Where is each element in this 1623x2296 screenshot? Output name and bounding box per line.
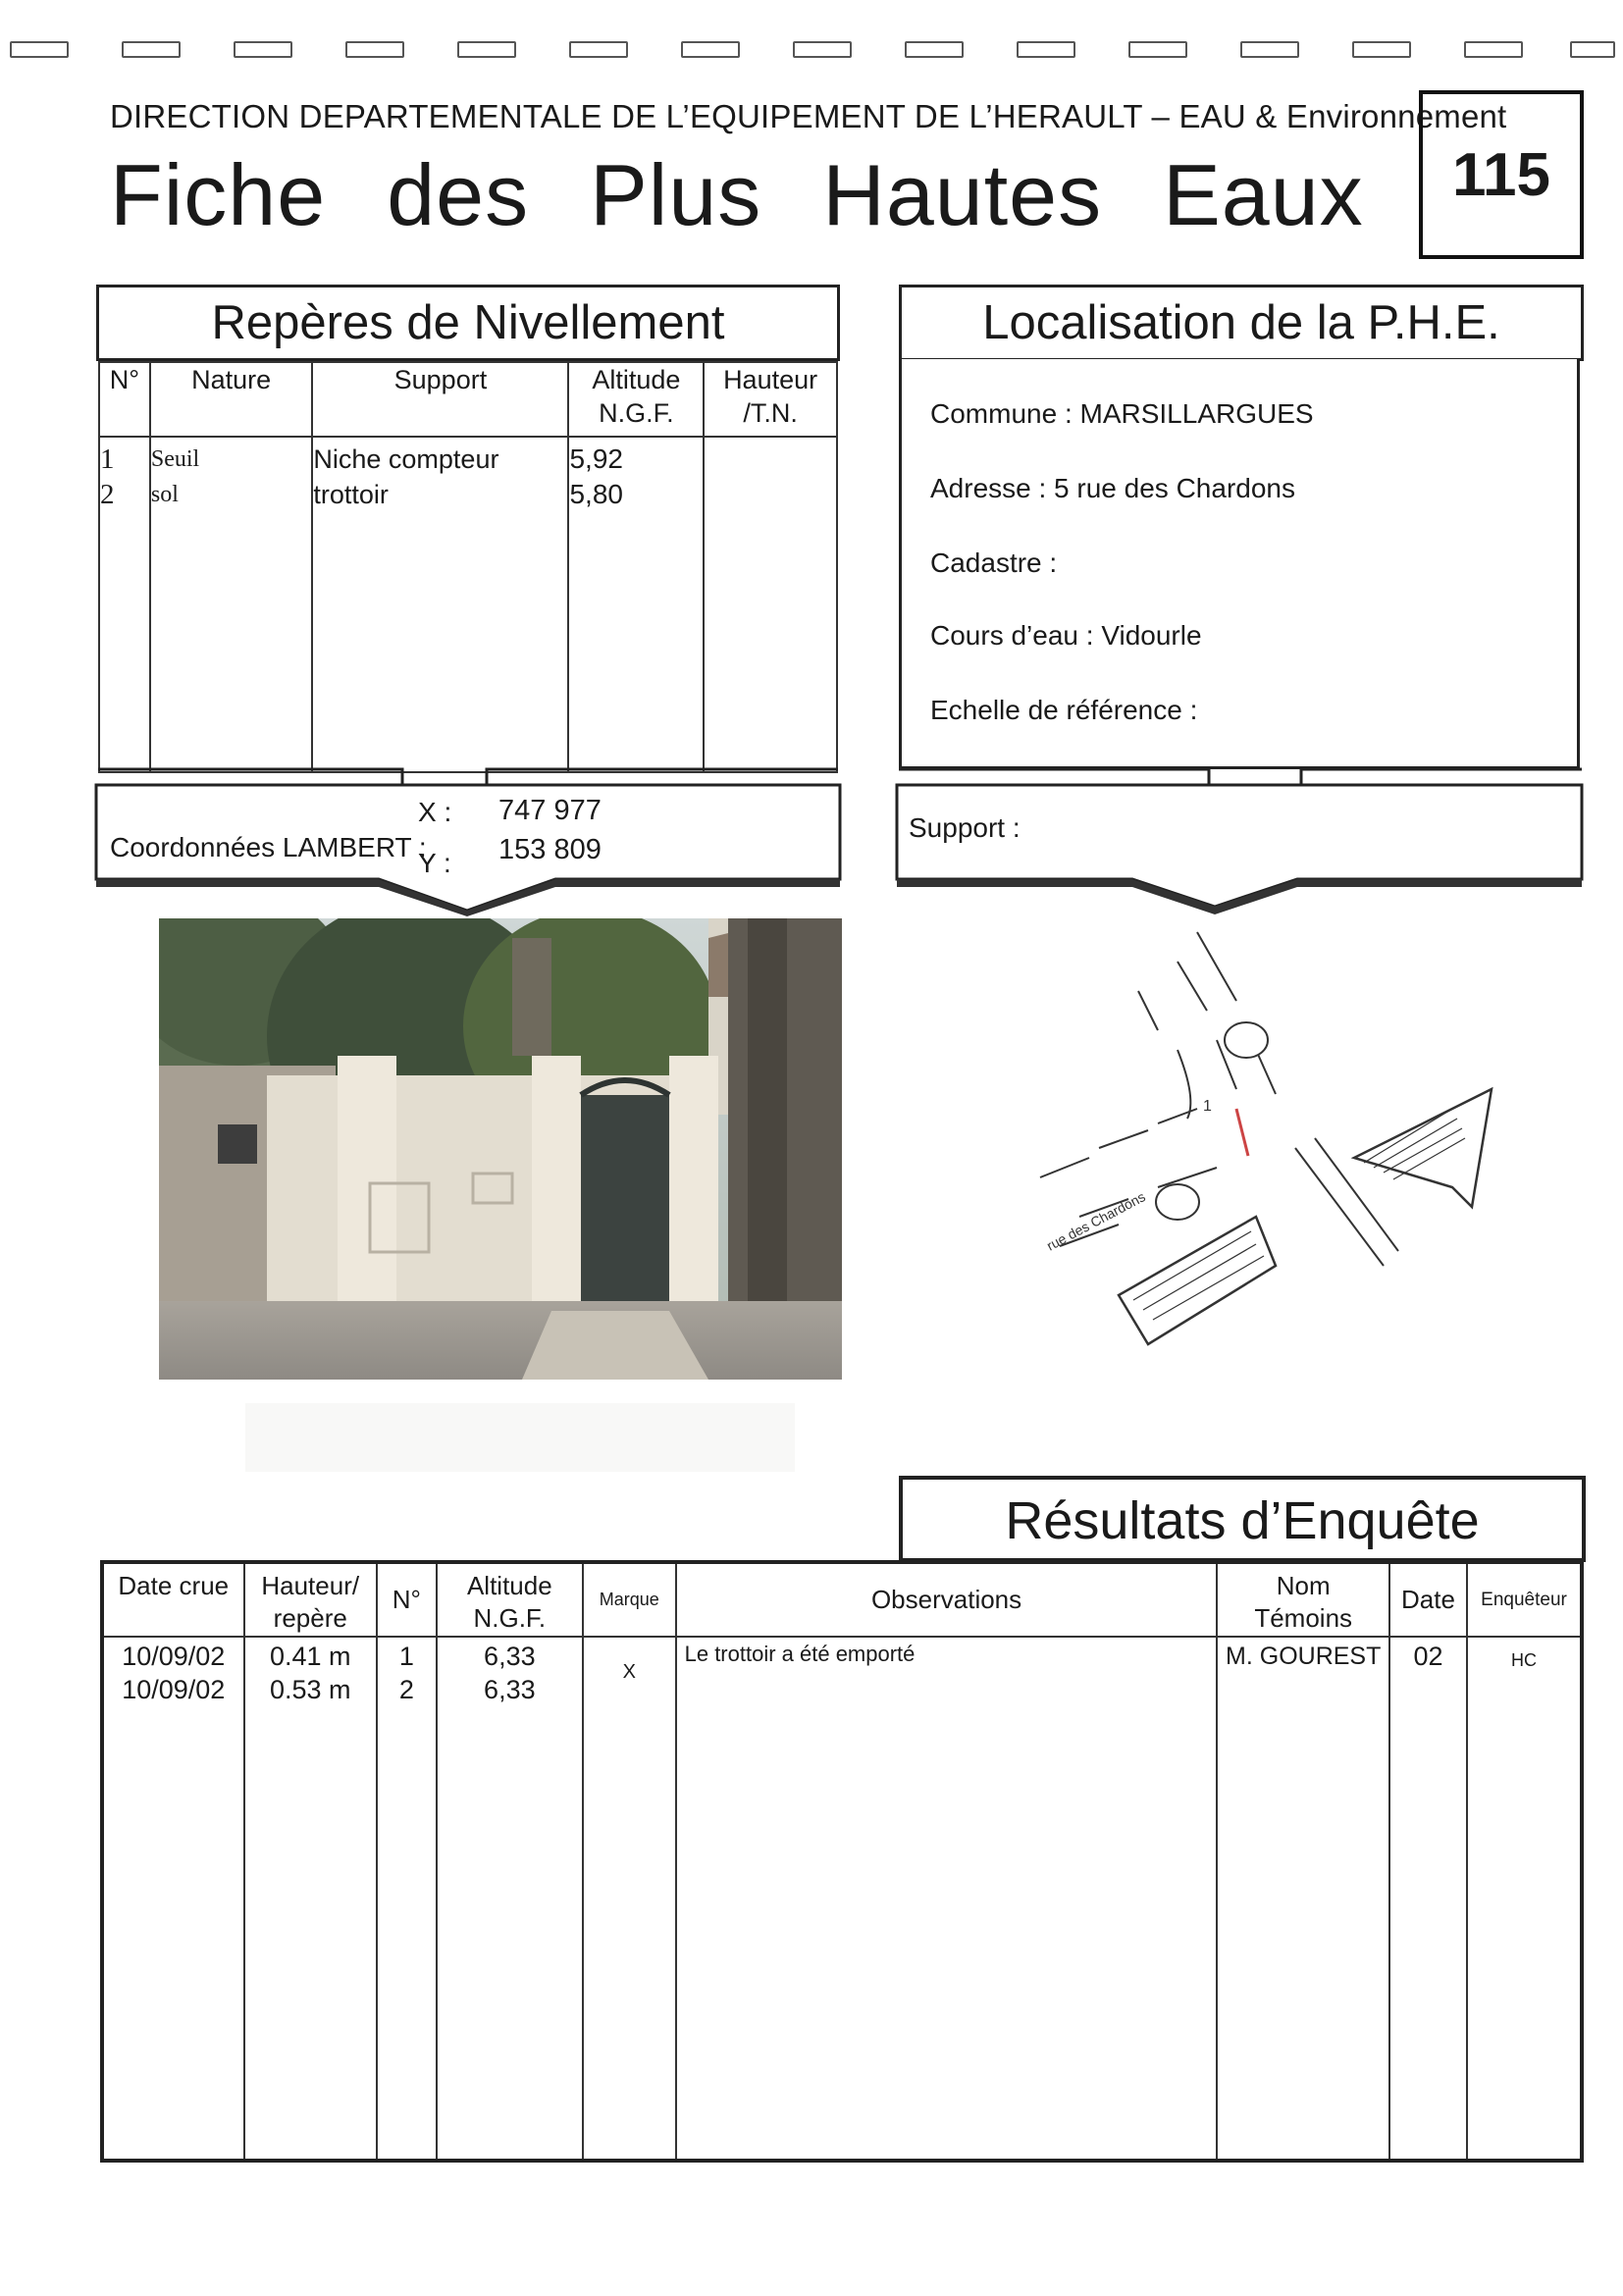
col-header: Date — [1389, 1562, 1467, 1637]
result-nom-temoin: M. GOUREST — [1226, 1643, 1382, 1670]
fiche-number: 115 — [1419, 90, 1584, 259]
result-altitude: 6,33 — [484, 1675, 536, 1704]
result-altitude: 6,33 — [484, 1642, 536, 1671]
repere-nature: sol — [150, 482, 179, 507]
table-row — [99, 437, 837, 772]
support-label: Support : — [909, 812, 1021, 843]
reperes-table — [98, 361, 838, 773]
echelle-reference: Echelle de référence : — [930, 695, 1198, 725]
result-date: 10/09/02 — [122, 1675, 226, 1704]
col-header: N° — [377, 1562, 437, 1637]
page-title — [110, 145, 1425, 245]
col-header: Enquêteur — [1467, 1562, 1582, 1637]
scan-smudge — [245, 1403, 795, 1472]
col-header: N° — [99, 362, 150, 437]
resultats-title-box — [899, 1476, 1586, 1562]
col-header: Marque — [583, 1562, 676, 1637]
repere-support: Niche compteur — [313, 444, 499, 474]
repere-altitude: 5,92 — [569, 444, 623, 474]
site-photo — [159, 918, 842, 1380]
table-row — [102, 1637, 1582, 2161]
result-hauteur: 0.53 m — [269, 1675, 351, 1704]
result-date: 10/09/02 — [122, 1642, 226, 1671]
title-word: des — [387, 146, 530, 243]
lambert-y-label: Y : — [418, 848, 451, 878]
title-word: Hautes — [822, 146, 1103, 243]
lambert-x-label: X : — [418, 797, 452, 827]
plan-marker: 1 — [1203, 1098, 1212, 1115]
lambert-label: Coordonnées LAMBERT : — [110, 832, 427, 862]
support-arrow-box — [895, 783, 1586, 916]
result-num: 2 — [398, 1675, 414, 1704]
plan-street-label: rue des Chardons — [1043, 1188, 1148, 1254]
title-word: Fiche — [110, 146, 327, 243]
result-observations: Le trottoir a été emporté — [684, 1642, 916, 1666]
col-header: Support — [312, 362, 568, 437]
repere-support: trottoir — [313, 480, 389, 509]
adresse: Adresse : 5 rue des Chardons — [930, 473, 1295, 503]
result-date-enquete: 02 — [1413, 1642, 1443, 1671]
result-enqueteur: HC — [1511, 1650, 1537, 1670]
reperes-title: Repères de Nivellement — [211, 296, 725, 349]
col-header: Hauteur/ repère — [244, 1562, 377, 1637]
header-direction: DIRECTION DEPARTEMENTALE DE L’EQUIPEMENT DE L’HERAULT – EAU & Environnement — [110, 98, 1507, 134]
resultats-title: Résultats d’Enquête — [1005, 1491, 1480, 1550]
cadastre: Cadastre : — [930, 548, 1058, 578]
col-header: Hauteur /T.N. — [704, 362, 837, 437]
repere-altitude: 5,80 — [569, 479, 623, 509]
reperes-title-box — [96, 285, 840, 361]
result-num: 1 — [398, 1642, 414, 1671]
result-marque: X — [622, 1661, 636, 1683]
title-word: Plus — [590, 146, 762, 243]
col-header: Altitude N.G.F. — [437, 1562, 583, 1637]
col-header: Date crue — [102, 1562, 244, 1637]
title-word: Eaux — [1163, 146, 1364, 243]
col-header: Nature — [150, 362, 313, 437]
localisation-title: Localisation de la P.H.E. — [982, 296, 1500, 349]
resultats-table — [100, 1560, 1584, 2163]
result-hauteur: 0.41 m — [269, 1642, 351, 1671]
col-header: Nom Témoins — [1217, 1562, 1388, 1637]
cours-eau: Cours d’eau : Vidourle — [930, 620, 1202, 651]
localisation-title-box — [899, 285, 1584, 361]
lambert-x-value: 747 977 — [498, 795, 602, 826]
repere-nature: Seuil — [150, 446, 200, 472]
col-header: Altitude N.G.F. — [568, 362, 704, 437]
commune: Commune : MARSILLARGUES — [930, 398, 1314, 429]
col-header: Observations — [676, 1562, 1218, 1637]
location-plan — [1021, 922, 1511, 1364]
repere-num: 2 — [100, 479, 115, 510]
repere-num: 1 — [100, 444, 115, 475]
lambert-y-value: 153 809 — [498, 834, 602, 865]
